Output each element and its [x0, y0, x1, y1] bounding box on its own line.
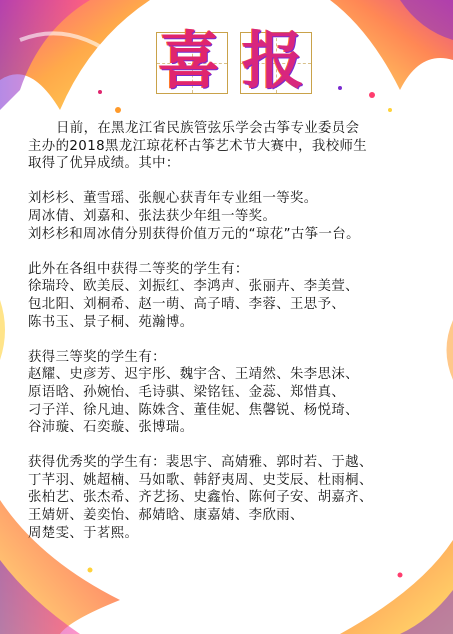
first-prize-line: 刘杉杉、董雪瑶、张舰心获青年专业组一等奖。	[28, 191, 318, 207]
third-prize-line: 赵耀、史彦芳、迟宇彤、魏宇含、王靖然、朱李思沫、	[28, 367, 359, 383]
third-prize-line: 刁子洋、徐凡迪、陈姝含、董佳妮、焦馨锐、杨悦琦、	[28, 402, 359, 418]
third-prize-line: 原语晗、孙婉怡、毛诗骐、梁铭钰、金蕊、郑惜真、	[28, 384, 346, 400]
excellence-prize-line: 张柏艺、张杰希、齐艺扬、史鑫怡、陈何子安、胡嘉齐、	[28, 490, 373, 506]
title-char-xi: 喜	[158, 24, 221, 97]
second-prize-line: 陈书玉、景子桐、苑瀚博。	[28, 314, 194, 330]
intro-line: 日前，在黑龙江省民族管弦乐学会古筝专业委员会	[56, 121, 360, 136]
first-prize-line: 刘杉杉和周冰倩分别获得价值万元的“琼花”古筝一台。	[28, 226, 360, 242]
third-prize-line: 谷沛璇、石奕璇、张博瑞。	[28, 420, 194, 436]
second-prize-heading: 此外在各组中获得二等奖的学生有：	[28, 261, 249, 277]
second-prize-line: 包北阳、刘桐希、赵一萌、高子晴、李蓉、王思予、	[28, 296, 346, 312]
title-char-bao: 报	[242, 24, 305, 97]
first-prize-line: 周冰倩、刘嘉和、张法获少年组一等奖。	[28, 208, 277, 224]
excellence-prize-line: 丁芊羽、姚超楠、马如歌、韩舒夷周、史芠辰、杜雨桐、	[28, 472, 373, 488]
excellence-prize-line: 周楚雯、于茗熙。	[28, 525, 139, 541]
excellence-prize-line: 获得优秀奖的学生有：裴思宇、高婧雅、郭时若、于越、	[28, 455, 373, 471]
page-title	[150, 22, 320, 104]
excellence-prize-line: 王婧妍、姜奕怡、郝婧晗、康嘉婧、李欣雨、	[28, 508, 304, 524]
third-prize-heading: 获得三等奖的学生有：	[28, 349, 166, 365]
intro-line: 取得了优异成绩。其中：	[28, 156, 180, 172]
intro-line: 主办的2018黑龙江琼花杯古筝艺术节大赛中，我校师生	[28, 138, 368, 154]
second-prize-line: 徐瑞玲、欧美辰、刘振红、李鸿声、张丽卉、李美萱、	[28, 279, 359, 295]
announcement-body	[28, 120, 433, 542]
